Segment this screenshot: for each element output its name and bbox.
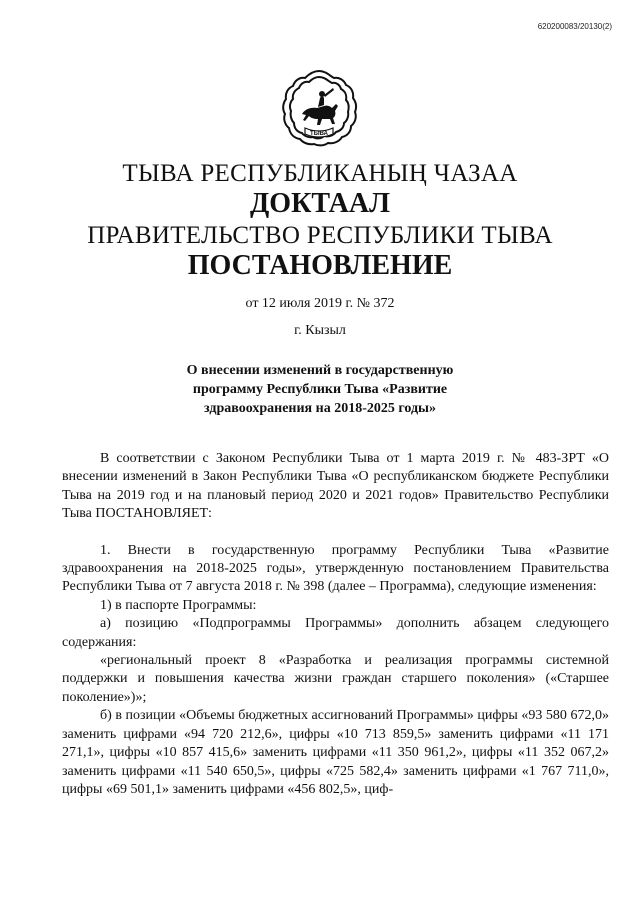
body-paragraph-subitem: 1) в паспорте Программы: [100, 597, 257, 613]
body-paragraph-item-1: 1. Внести в государственную программу Республики Тыва «Развитие здравоохранения на 2018-2025 годы», утвержденную постановлением Правительства Республики Тыва от 7 августа 2018 г. № 398 (далее – Программа), следующие изменения: [62, 542, 609, 595]
document-date-number: от 12 июля 2019 г. № 372 [245, 296, 395, 311]
tuva-emblem-icon [278, 68, 360, 150]
body-paragraph-subitem: а) позицию «Подпрограммы Программы» дополнить абзацем следующего содержания: [62, 616, 609, 650]
ru-government-title: ПРАВИТЕЛЬСТВО РЕСПУБЛИКИ ТЫВА [87, 222, 553, 249]
tyv-document-type: ДОКТААЛ [250, 188, 390, 219]
tyv-government-title: ТЫВА РЕСПУБЛИКАНЫҢ ЧАЗАА [122, 160, 518, 187]
document-subject [0, 361, 640, 418]
subject-line: здравоохранения на 2018-2025 годы» [204, 401, 436, 416]
emblem-label: ТЫВА [310, 131, 328, 137]
document-id: 620200083/20130(2) [537, 22, 612, 31]
document-city: г. Кызыл [294, 323, 346, 338]
subject-line: программу Республики Тыва «Развитие [192, 382, 448, 397]
body-paragraph-subitem: б) в позиции «Объемы бюджетных ассигнований Программы» цифры «93 580 672,0» заменить цифрами «94 720 212,6», цифры «10 713 859,5» заменить цифрами «11 171 271,1», цифры «10 857 415,6» заменить цифрами «11 350 961,2», цифры «11 352 067,2» заменить цифрами «11 540 650,5», цифры «725 582,4» заменить цифрами «1 767 711,0», цифры «69 501,1» заменить цифрами «456 802,5», циф- [62, 708, 609, 797]
subject-line: О внесении изменений в государственную [186, 363, 454, 378]
document-body [62, 450, 609, 799]
body-paragraph-preamble: В соответствии с Законом Республики Тыва от 1 марта 2019 г. № 483-ЗРТ «О внесении изменений в Закон Республики Тыва «О республиканском бюджете Республики Тыва на 2019 год и на плановый период 2020 и 2021 годов» Правительство Республики Тыва ПОСТАНОВЛЯЕТ: [62, 451, 609, 522]
ru-document-type: ПОСТАНОВЛЕНИЕ [187, 250, 453, 281]
body-paragraph-quote: «региональный проект 8 «Разработка и реализация программы системной поддержки и повышения качества жизни граждан старшего поколения» («Старшее поколение»)»; [62, 653, 609, 705]
